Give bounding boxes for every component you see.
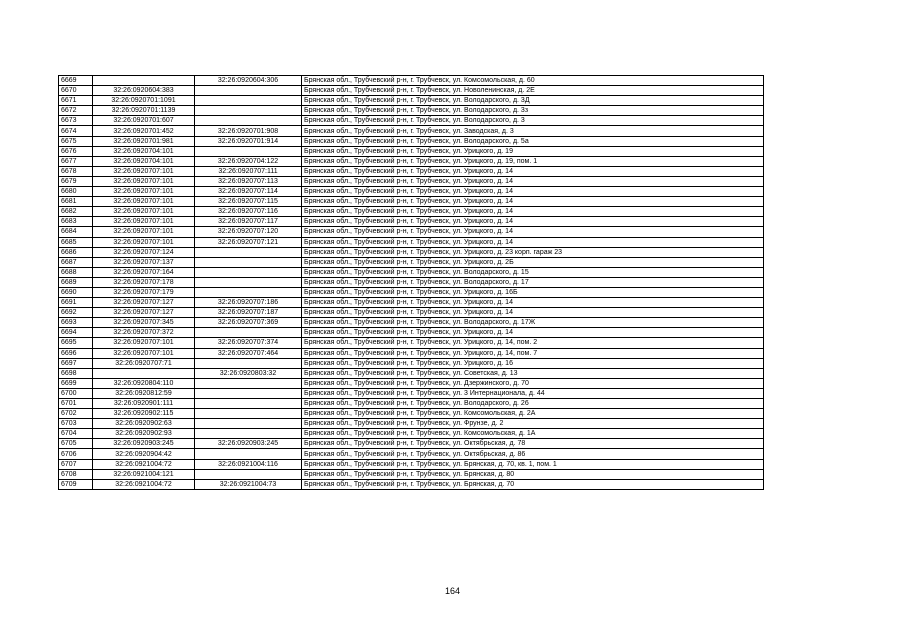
address-cell: Брянская обл., Трубчевский р-н, г. Трубчевск, ул. Урицкого, д. 14 (302, 217, 764, 227)
cadastral-number-cell: 32:26:0920707:101 (93, 166, 195, 176)
cadastral-number-cell: 32:26:0920902:115 (93, 409, 195, 419)
address-cell: Брянская обл., Трубчевский р-н, г. Трубчевск, ул. Володарского, д. 3з (302, 106, 764, 116)
address-cell: Брянская обл., Трубчевский р-н, г. Трубчевск, ул. Советская, д. 13 (302, 368, 764, 378)
cadastral-number-cell: 32:26:0920701:981 (93, 136, 195, 146)
row-number-cell: 6698 (59, 368, 93, 378)
table-row (59, 368, 764, 378)
address-cell: Брянская обл., Трубчевский р-н, г. Трубчевск, ул. Урицкого, д. 14, пом. 2 (302, 338, 764, 348)
object-cadastral-number-cell (195, 419, 302, 429)
table-row (59, 247, 764, 257)
address-cell: Брянская обл., Трубчевский р-н, г. Трубчевск, ул. Урицкого, д. 14 (302, 237, 764, 247)
address-cell: Брянская обл., Трубчевский р-н, г. Трубчевск, ул. Урицкого, д. 19, пом. 1 (302, 156, 764, 166)
row-number-cell: 6674 (59, 126, 93, 136)
cadastral-number-cell (93, 76, 195, 86)
table-row (59, 348, 764, 358)
row-number-cell: 6684 (59, 227, 93, 237)
table-row (59, 96, 764, 106)
object-cadastral-number-cell: 32:26:0920707:114 (195, 187, 302, 197)
object-cadastral-number-cell (195, 388, 302, 398)
row-number-cell: 6676 (59, 146, 93, 156)
address-cell: Брянская обл., Трубчевский р-н, г. Трубчевск, ул. Урицкого, д. 14 (302, 308, 764, 318)
address-cell: Брянская обл., Трубчевский р-н, г. Трубчевск, ул. Урицкого, д. 14, пом. 7 (302, 348, 764, 358)
table-row (59, 328, 764, 338)
cadastral-number-cell: 32:26:0920902:63 (93, 419, 195, 429)
table-row (59, 298, 764, 308)
object-cadastral-number-cell: 32:26:0920707:111 (195, 166, 302, 176)
cadastral-number-cell: 32:26:0920707:71 (93, 358, 195, 368)
row-number-cell: 6708 (59, 469, 93, 479)
cadastral-number-cell: 32:26:0920701:607 (93, 116, 195, 126)
address-cell: Брянская обл., Трубчевский р-н, г. Трубчевск, ул. 3 Интернационала, д. 44 (302, 388, 764, 398)
address-cell: Брянская обл., Трубчевский р-н, г. Трубчевск, ул. Володарского, д. 17Ж (302, 318, 764, 328)
object-cadastral-number-cell: 32:26:0920707:113 (195, 176, 302, 186)
cadastral-number-cell: 32:26:0920704:101 (93, 156, 195, 166)
object-cadastral-number-cell: 32:26:0920707:369 (195, 318, 302, 328)
cadastral-number-cell: 32:26:0920804:110 (93, 378, 195, 388)
row-number-cell: 6706 (59, 449, 93, 459)
address-cell: Брянская обл., Трубчевский р-н, г. Трубчевск, ул. Брянская, д. 70, кв. 1, пом. 1 (302, 459, 764, 469)
object-cadastral-number-cell (195, 277, 302, 287)
address-cell: Брянская обл., Трубчевский р-н, г. Трубчевск, ул. Новоленинская, д. 2Е (302, 86, 764, 96)
cadastral-number-cell: 32:26:0920707:101 (93, 227, 195, 237)
row-number-cell: 6675 (59, 136, 93, 146)
registry-table (58, 75, 764, 490)
cadastral-number-cell: 32:26:0920812:59 (93, 388, 195, 398)
cadastral-number-cell: 32:26:0920707:179 (93, 287, 195, 297)
table-row (59, 106, 764, 116)
row-number-cell: 6707 (59, 459, 93, 469)
table-row (59, 126, 764, 136)
page-number: 164 (444, 586, 461, 596)
row-number-cell: 6692 (59, 308, 93, 318)
object-cadastral-number-cell (195, 378, 302, 388)
address-cell: Брянская обл., Трубчевский р-н, г. Трубчевск, ул. Октябрьская, д. 78 (302, 439, 764, 449)
table-row (59, 399, 764, 409)
table-row (59, 156, 764, 166)
address-cell: Брянская обл., Трубчевский р-н, г. Трубчевск, ул. Володарского, д. 17 (302, 277, 764, 287)
row-number-cell: 6703 (59, 419, 93, 429)
object-cadastral-number-cell (195, 96, 302, 106)
object-cadastral-number-cell: 32:26:0920803:32 (195, 368, 302, 378)
cadastral-number-cell: 32:26:0920707:127 (93, 298, 195, 308)
address-cell: Брянская обл., Трубчевский р-н, г. Трубчевск, ул. Урицкого, д. 2Б (302, 257, 764, 267)
row-number-cell: 6685 (59, 237, 93, 247)
table-row (59, 378, 764, 388)
table-row (59, 86, 764, 96)
row-number-cell: 6683 (59, 217, 93, 227)
object-cadastral-number-cell (195, 146, 302, 156)
address-cell: Брянская обл., Трубчевский р-н, г. Трубчевск, ул. Фрунзе, д. 2 (302, 419, 764, 429)
row-number-cell: 6686 (59, 247, 93, 257)
table-row (59, 308, 764, 318)
object-cadastral-number-cell (195, 449, 302, 459)
table-row (59, 429, 764, 439)
table-row (59, 146, 764, 156)
table-row (59, 257, 764, 267)
address-cell: Брянская обл., Трубчевский р-н, г. Трубчевск, ул. Урицкого, д. 16Б (302, 287, 764, 297)
cadastral-number-cell: 32:26:0920707:101 (93, 197, 195, 207)
table-row (59, 136, 764, 146)
address-cell: Брянская обл., Трубчевский р-н, г. Трубчевск, ул. Урицкого, д. 14 (302, 187, 764, 197)
object-cadastral-number-cell: 32:26:0920701:908 (195, 126, 302, 136)
cadastral-number-cell: 32:26:0920604:383 (93, 86, 195, 96)
cadastral-number-cell (93, 368, 195, 378)
row-number-cell: 6704 (59, 429, 93, 439)
table-row (59, 187, 764, 197)
row-number-cell: 6694 (59, 328, 93, 338)
cadastral-number-cell: 32:26:0920707:127 (93, 308, 195, 318)
cadastral-number-cell: 32:26:0920701:1091 (93, 96, 195, 106)
table-row (59, 439, 764, 449)
cadastral-number-cell: 32:26:0920904:42 (93, 449, 195, 459)
address-cell: Брянская обл., Трубчевский р-н, г. Трубчевск, ул. Урицкого, д. 23 корп. гараж 23 (302, 247, 764, 257)
address-cell: Брянская обл., Трубчевский р-н, г. Трубчевск, ул. Комсомольская, д. 60 (302, 76, 764, 86)
cadastral-number-cell: 32:26:0920707:124 (93, 247, 195, 257)
table-row (59, 116, 764, 126)
object-cadastral-number-cell: 32:26:0920704:122 (195, 156, 302, 166)
object-cadastral-number-cell: 32:26:0920707:464 (195, 348, 302, 358)
address-cell: Брянская обл., Трубчевский р-н, г. Трубчевск, ул. Дзержинского, д. 70 (302, 378, 764, 388)
address-cell: Брянская обл., Трубчевский р-н, г. Трубчевск, ул. Урицкого, д. 14 (302, 227, 764, 237)
table-row (59, 318, 764, 328)
object-cadastral-number-cell (195, 106, 302, 116)
table-row (59, 166, 764, 176)
address-cell: Брянская обл., Трубчевский р-н, г. Трубчевск, ул. Заводская, д. 3 (302, 126, 764, 136)
object-cadastral-number-cell: 32:26:0920701:914 (195, 136, 302, 146)
object-cadastral-number-cell (195, 399, 302, 409)
object-cadastral-number-cell (195, 328, 302, 338)
table-row (59, 217, 764, 227)
object-cadastral-number-cell: 32:26:0920604:306 (195, 76, 302, 86)
row-number-cell: 6688 (59, 267, 93, 277)
row-number-cell: 6700 (59, 388, 93, 398)
cadastral-number-cell: 32:26:0920707:345 (93, 318, 195, 328)
row-number-cell: 6677 (59, 156, 93, 166)
object-cadastral-number-cell (195, 116, 302, 126)
cadastral-number-cell: 32:26:0920701:452 (93, 126, 195, 136)
row-number-cell: 6687 (59, 257, 93, 267)
object-cadastral-number-cell (195, 358, 302, 368)
table-row (59, 388, 764, 398)
table-row (59, 338, 764, 348)
table-row (59, 197, 764, 207)
table-row (59, 237, 764, 247)
object-cadastral-number-cell: 32:26:0920707:117 (195, 217, 302, 227)
row-number-cell: 6701 (59, 399, 93, 409)
table-row (59, 227, 764, 237)
cadastral-number-cell: 32:26:0920704:101 (93, 146, 195, 156)
cadastral-number-cell: 32:26:0920707:101 (93, 217, 195, 227)
table-row (59, 469, 764, 479)
address-cell: Брянская обл., Трубчевский р-н, г. Трубчевск, ул. Комсомольская, д. 2А (302, 409, 764, 419)
object-cadastral-number-cell: 32:26:0920707:121 (195, 237, 302, 247)
table-row (59, 409, 764, 419)
row-number-cell: 6696 (59, 348, 93, 358)
row-number-cell: 6690 (59, 287, 93, 297)
registry-table-body (59, 76, 764, 490)
table-row (59, 207, 764, 217)
cadastral-number-cell: 32:26:0920707:101 (93, 207, 195, 217)
table-row (59, 287, 764, 297)
object-cadastral-number-cell: 32:26:0920707:115 (195, 197, 302, 207)
address-cell: Брянская обл., Трубчевский р-н, г. Трубчевск, ул. Урицкого, д. 14 (302, 298, 764, 308)
table-row (59, 449, 764, 459)
table-row (59, 459, 764, 469)
row-number-cell: 6693 (59, 318, 93, 328)
row-number-cell: 6697 (59, 358, 93, 368)
object-cadastral-number-cell (195, 409, 302, 419)
table-row (59, 76, 764, 86)
address-cell: Брянская обл., Трубчевский р-н, г. Трубчевск, ул. Урицкого, д. 14 (302, 176, 764, 186)
object-cadastral-number-cell: 32:26:0920707:120 (195, 227, 302, 237)
row-number-cell: 6681 (59, 197, 93, 207)
cadastral-number-cell: 32:26:0920903:245 (93, 439, 195, 449)
object-cadastral-number-cell (195, 429, 302, 439)
object-cadastral-number-cell (195, 469, 302, 479)
object-cadastral-number-cell (195, 287, 302, 297)
cadastral-number-cell: 32:26:0920701:1139 (93, 106, 195, 116)
object-cadastral-number-cell: 32:26:0921004:116 (195, 459, 302, 469)
row-number-cell: 6682 (59, 207, 93, 217)
table-row (59, 277, 764, 287)
address-cell: Брянская обл., Трубчевский р-н, г. Трубчевск, ул. Володарского, д. 3Д (302, 96, 764, 106)
address-cell: Брянская обл., Трубчевский р-н, г. Трубчевск, ул. Володарского, д. 26 (302, 399, 764, 409)
cadastral-number-cell: 32:26:0920707:101 (93, 187, 195, 197)
table-row (59, 479, 764, 489)
address-cell: Брянская обл., Трубчевский р-н, г. Трубчевск, ул. Володарского, д. 3 (302, 116, 764, 126)
row-number-cell: 6679 (59, 176, 93, 186)
address-cell: Брянская обл., Трубчевский р-н, г. Трубчевск, ул. Комсомольская, д. 1А (302, 429, 764, 439)
row-number-cell: 6669 (59, 76, 93, 86)
row-number-cell: 6695 (59, 338, 93, 348)
address-cell: Брянская обл., Трубчевский р-н, г. Трубчевск, ул. Брянская, д. 80 (302, 469, 764, 479)
object-cadastral-number-cell (195, 247, 302, 257)
address-cell: Брянская обл., Трубчевский р-н, г. Трубчевск, ул. Октябрьская, д. 86 (302, 449, 764, 459)
cadastral-number-cell: 32:26:0920902:93 (93, 429, 195, 439)
row-number-cell: 6678 (59, 166, 93, 176)
cadastral-number-cell: 32:26:0920707:372 (93, 328, 195, 338)
row-number-cell: 6670 (59, 86, 93, 96)
cadastral-number-cell: 32:26:0921004:72 (93, 459, 195, 469)
address-cell: Брянская обл., Трубчевский р-н, г. Трубчевск, ул. Володарского, д. 5а (302, 136, 764, 146)
object-cadastral-number-cell: 32:26:0920707:374 (195, 338, 302, 348)
cadastral-number-cell: 32:26:0920707:137 (93, 257, 195, 267)
table-row (59, 358, 764, 368)
object-cadastral-number-cell: 32:26:0921004:73 (195, 479, 302, 489)
row-number-cell: 6705 (59, 439, 93, 449)
object-cadastral-number-cell: 32:26:0920903:245 (195, 439, 302, 449)
row-number-cell: 6671 (59, 96, 93, 106)
object-cadastral-number-cell: 32:26:0920707:186 (195, 298, 302, 308)
object-cadastral-number-cell: 32:26:0920707:187 (195, 308, 302, 318)
row-number-cell: 6709 (59, 479, 93, 489)
row-number-cell: 6691 (59, 298, 93, 308)
object-cadastral-number-cell (195, 267, 302, 277)
row-number-cell: 6673 (59, 116, 93, 126)
cadastral-number-cell: 32:26:0921004:72 (93, 479, 195, 489)
cadastral-number-cell: 32:26:0921004:121 (93, 469, 195, 479)
object-cadastral-number-cell (195, 257, 302, 267)
address-cell: Брянская обл., Трубчевский р-н, г. Трубчевск, ул. Урицкого, д. 19 (302, 146, 764, 156)
row-number-cell: 6680 (59, 187, 93, 197)
row-number-cell: 6702 (59, 409, 93, 419)
row-number-cell: 6689 (59, 277, 93, 287)
cadastral-number-cell: 32:26:0920707:101 (93, 348, 195, 358)
row-number-cell: 6699 (59, 378, 93, 388)
address-cell: Брянская обл., Трубчевский р-н, г. Трубчевск, ул. Урицкого, д. 16 (302, 358, 764, 368)
table-row (59, 176, 764, 186)
cadastral-number-cell: 32:26:0920707:101 (93, 338, 195, 348)
row-number-cell: 6672 (59, 106, 93, 116)
cadastral-number-cell: 32:26:0920707:101 (93, 237, 195, 247)
table-row (59, 267, 764, 277)
address-cell: Брянская обл., Трубчевский р-н, г. Трубчевск, ул. Брянская, д. 70 (302, 479, 764, 489)
cadastral-number-cell: 32:26:0920707:164 (93, 267, 195, 277)
cadastral-number-cell: 32:26:0920707:178 (93, 277, 195, 287)
cadastral-number-cell: 32:26:0920901:111 (93, 399, 195, 409)
table-row (59, 419, 764, 429)
address-cell: Брянская обл., Трубчевский р-н, г. Трубчевск, ул. Урицкого, д. 14 (302, 328, 764, 338)
address-cell: Брянская обл., Трубчевский р-н, г. Трубчевск, ул. Урицкого, д. 14 (302, 207, 764, 217)
address-cell: Брянская обл., Трубчевский р-н, г. Трубчевск, ул. Урицкого, д. 14 (302, 166, 764, 176)
address-cell: Брянская обл., Трубчевский р-н, г. Трубчевск, ул. Урицкого, д. 14 (302, 197, 764, 207)
address-cell: Брянская обл., Трубчевский р-н, г. Трубчевск, ул. Володарского, д. 15 (302, 267, 764, 277)
object-cadastral-number-cell: 32:26:0920707:116 (195, 207, 302, 217)
object-cadastral-number-cell (195, 86, 302, 96)
cadastral-number-cell: 32:26:0920707:101 (93, 176, 195, 186)
